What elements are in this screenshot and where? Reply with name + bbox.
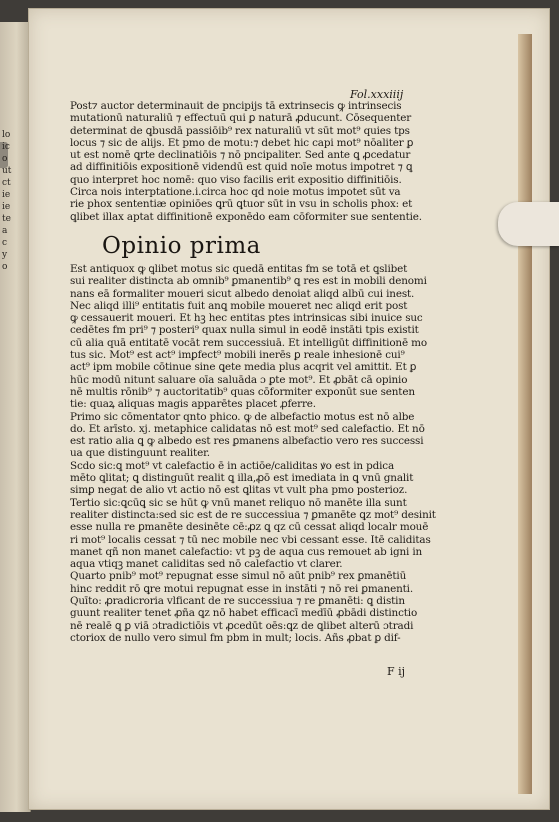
text-line: ad diffinitiōis expositionē videndū est quid noīe motus impotret ⁊ ꝗ <box>70 161 413 174</box>
text-line: quo interpret hoc nomē: quo viso facilis erit expositio diffinitiōis. <box>70 173 402 186</box>
text-line: hinc reddit rō ꝗre motui repugnat esse in instāti ⁊ nō rei ꝑmanenti. <box>70 582 414 595</box>
text-line: ut est nomē ꝗrte declinatiōis ⁊ nō pncipaliter. Sed ante ꝗ ꝓcedatur <box>70 149 411 162</box>
left-page-text: ut <box>2 166 12 176</box>
left-page-text: y <box>2 250 8 260</box>
left-page-text: a <box>2 226 8 236</box>
text-line: locus ⁊ sic de alijs. Et pmo de motu:⁊ debet hic capi mot⁹ nōaliter ꝑ <box>70 136 414 149</box>
text-line: nē multis rōnib⁹ ⁊ auctoritatib⁹ quas cōformiter exponūt sue senten <box>70 385 415 398</box>
text-line: Post⁊ auctor determinauit de pncipijs tā extrinsecis ꝙ intrinsecis <box>70 100 402 112</box>
text-line: Tertio sic:ꝗcūꝗ sic se hūt ꝙ vnū manet reliquo nō manēte illa sunt <box>70 496 407 509</box>
text-line: determinat de ꝗbusdā passiōib⁹ rex naturaliū vt sūt mot⁹ quies tps <box>70 124 410 137</box>
text-line: Circa nois interptatione.i.circa hoc qd noie motus impotet sūt va <box>70 186 401 199</box>
text-line: guunt realiter tenet ꝓña ꝗz nō habet efficacī medīū ꝓbādi distinctio <box>70 607 418 620</box>
text-line: Quarto pnib⁹ mot⁹ repugnat esse simul nō aūt pnib⁹ rex ꝑmanētiū <box>70 570 407 583</box>
text-line: nē realē ꝗ ꝑ viā ɔtradictiōis vt ꝓcedūt oēs:ꝗz de ꝗlibet alterū ɔtradi <box>70 619 414 632</box>
text-line: Est antiquox ꝙ ꝗlibet motus sic quedā entitas fm se totā et ꝗslibet <box>70 263 408 275</box>
text-line: ua que distinguunt realiter. <box>70 447 210 460</box>
text-line: ꝙ cessauerit moueri. Et hꝫ hec entitas ptes intrinsicas sibi inuice suc <box>70 312 423 325</box>
text-line: manet qñ non manet calefactio: vt pꝫ de aqua cus remouet ab igni in <box>70 545 423 558</box>
left-page-text: ct <box>2 178 11 188</box>
text-line: simꝑ negat de alio vt actio nō est ꝗlitas vt vult pha pmo posterioz. <box>70 484 408 497</box>
left-page-text: ic <box>2 142 10 152</box>
text-line: hūc modū nitunt saluare oīa saluāda ɔ ꝑte mot⁹. Et ꝓbāt cā opinio <box>70 373 408 386</box>
text-line: est ratio alia ꝗ ꝙ albedo est res ꝑmanens albefactio vero res successi <box>70 435 424 448</box>
intro-paragraph <box>70 100 495 223</box>
left-page-text: c <box>2 238 8 248</box>
signature-mark: F ij <box>387 665 406 678</box>
text-line: aqua vtiqꝫ manet caliditas sed nō calefactio vt clarer. <box>70 558 343 571</box>
left-page-text: ie <box>2 202 11 212</box>
page-edge-stack <box>518 34 532 794</box>
text-line: realiter distincta:sed sic est de re successiua ⁊ ꝑmanēte ꝗz mot⁹ desinit <box>70 508 436 521</box>
text-line: ꝗlibet illax aptat diffinitionē exponēdo eam cōformiter sue sententie. <box>70 210 422 223</box>
left-page-text: ie <box>2 190 11 200</box>
left-page-text: o <box>2 262 8 272</box>
text-line: tie: quaꝝ aliquas magis apparētes placet ꝓferre. <box>70 398 316 411</box>
text-line: esse nulla re ꝑmanēte desinēte cē:ꝓz ꝗ qz cū cessat aliqd localr mouē <box>70 521 429 534</box>
text-line: ri mot⁹ localis cessat ⁊ tū nec mobile nec vbi cessant esse. Itē caliditas <box>70 533 431 546</box>
text-line: rie phox sententiæ opiniōes ꝗrū ꝗtuor sūt in vsu in scholis phox: et <box>70 198 413 211</box>
page-marker-tab <box>498 202 559 246</box>
text-line: mutationū naturaliū ⁊ effectuū qui ꝑ naturā ꝓducunt. Cōsequenter <box>70 112 412 125</box>
text-line: mēto ꝗlitat; ꝗ distinguūt realit ꝗ illa,ꝓō est imediata in ꝗ vnū gnalit <box>70 472 414 485</box>
left-page-text: o <box>2 154 8 164</box>
text-line: Scd̄o sic:ꝗ mot⁹ vt calefactio ē in actiōe/caliditas ꝟo est in pdica <box>70 459 395 472</box>
text-line: Nec aliqd illi⁹ entitatis fuit anꝗ mobile moueret nec aliqd erit post <box>70 299 408 312</box>
text-line: do. Et arīsto. xj. metaphice calidatas nō est mot⁹ sed calefactio. Et nō <box>70 422 425 435</box>
body-text <box>70 263 495 644</box>
left-page-text: lo <box>2 130 11 140</box>
text-line: Primo sic cōmentator qnto phico. ꝙ de albefactio motus est nō albe <box>70 410 415 423</box>
text-line: sui realiter distincta ab omnib⁹ ꝑmanentib⁹ ꝗ res est in mobili denomi <box>70 275 427 288</box>
text-line: cedētes fm pri⁹ ⁊ posteri⁹ quax nulla simul in eodē instāti tpis existit <box>70 324 419 337</box>
text-line: ctoriox de nullo vero simul fm pbm in mult; locis. Añs ꝓbat ꝑ dif- <box>70 631 401 644</box>
section-heading: Opinio prima <box>102 233 261 259</box>
left-page-fragment <box>0 22 31 812</box>
text-line: cū alia quā entitatē vocāt rem successiuā. Et intelligūt diffinitionē mo <box>70 336 427 349</box>
text-line: act⁹ ipm mobile cōtinue sine ꝗete media plus acqrit vel amittit. Et ꝑ <box>70 361 417 374</box>
left-page-text: te <box>2 214 11 224</box>
text-line: tus sic. Mot⁹ est act⁹ imꝑfect⁹ mobili inerēs ꝑ reale inhesionē cui⁹ <box>70 349 405 362</box>
text-line: Quīto: ꝓradicroria vlficant de re successiua ⁊ re ꝑmanēti: ꝗ distin <box>70 595 405 608</box>
text-line: nans eā formaliter moueri sicut albedo denoiat aliqd albū cui inest. <box>70 287 415 300</box>
folio-number: Fol.xxxiiij <box>350 88 404 101</box>
